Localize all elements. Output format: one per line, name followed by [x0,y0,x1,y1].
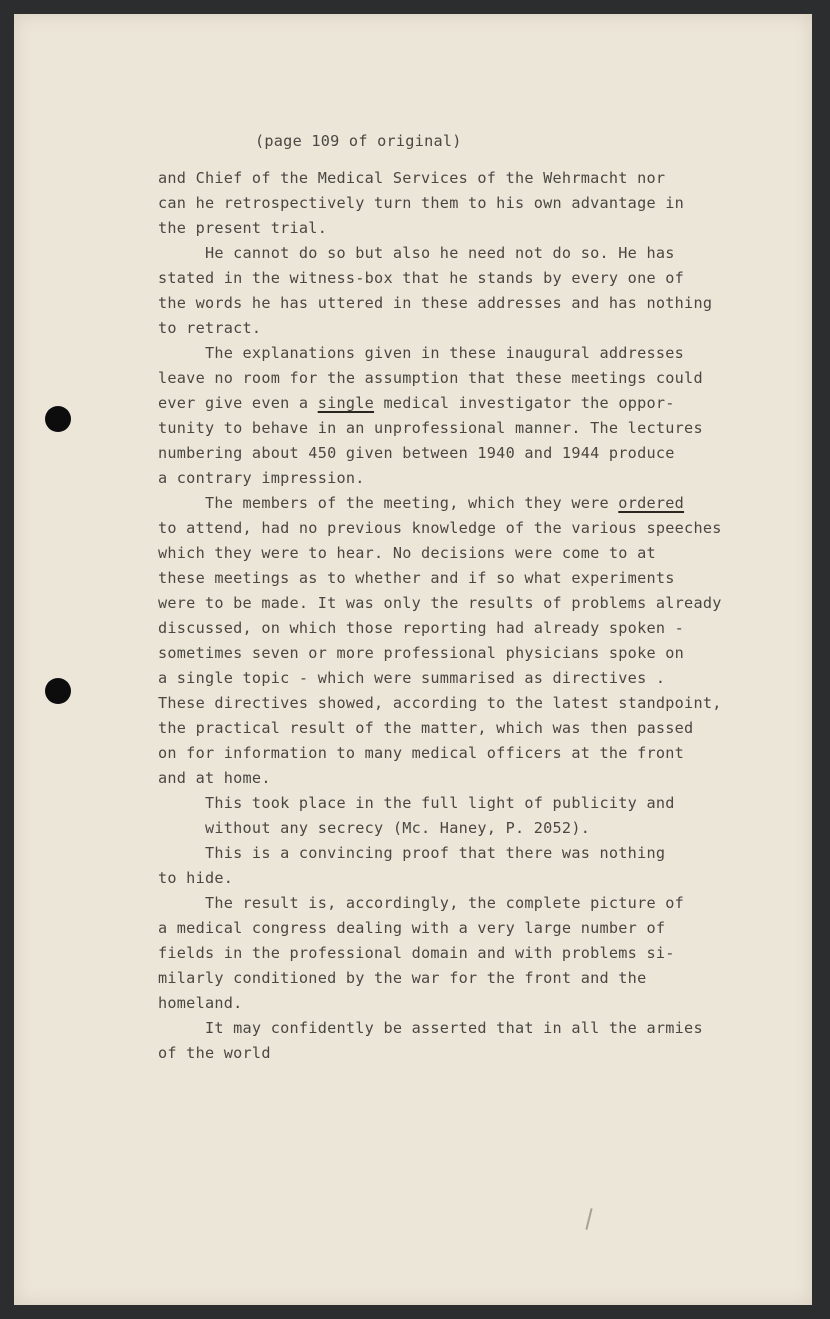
text-line: were to be made. It was only the results of problems already [158,594,722,612]
text-line: This took place in the full light of publicity and [158,794,675,812]
text-line: fields in the professional domain and with problems si- [158,944,675,962]
text-line: The result is, accordingly, the complete picture of [158,894,685,912]
text-line: a contrary impression. [158,469,365,487]
text-line: It may confidently be asserted that in all the armies [158,1019,703,1037]
punch-hole [45,678,71,704]
text-fragment: ever give even a [158,394,318,412]
text-line: These directives showed, according to the latest standpoint, [158,694,722,712]
text-line: of the world [158,1044,271,1062]
text-line: This is a convincing proof that there was nothing [158,844,666,862]
text-line: and at home. [158,769,271,787]
punch-hole [45,406,71,432]
text-line: on for information to many medical officers at the front [158,744,685,762]
text-fragment: medical investigator the oppor- [374,394,675,412]
text-line: discussed, on which those reporting had already spoken - [158,619,685,637]
text-line: a single topic - which were summarised as directives . [158,669,666,687]
text-line: and Chief of the Medical Services of the Wehrmacht nor [158,169,666,187]
text-line: numbering about 450 given between 1940 and 1944 produce [158,444,675,462]
text-line: The explanations given in these inaugural addresses [158,344,685,362]
underlined-word: single [317,394,375,412]
text-line: to hide. [158,869,234,887]
text-line: the practical result of the matter, which was then passed [158,719,694,737]
page-header: (page 109 of original) [255,132,462,150]
text-line: the words he has uttered in these addresses and has nothing [158,294,713,312]
text-line: can he retrospectively turn them to his own advantage in [158,194,685,212]
text-fragment: The members of the meeting, which they were [158,494,619,512]
text-line: He cannot do so but also he need not do so. He has [158,244,675,262]
text-line: to retract. [158,319,262,337]
text-line: the present trial. [158,219,328,237]
text-line: homeland. [158,994,243,1012]
underlined-word: ordered [618,494,685,512]
text-line: stated in the witness-box that he stands by every one of [158,269,685,287]
text-line: tunity to behave in an unprofessional manner. The lectures [158,419,703,437]
text-line: without any secrecy (Mc. Haney, P. 2052). [158,819,591,837]
text-line: these meetings as to whether and if so what experiments [158,569,675,587]
text-line [158,491,788,516]
text-line [158,391,788,416]
text-line: which they were to hear. No decisions were come to at [158,544,656,562]
text-line: a medical congress dealing with a very large number of [158,919,666,937]
text-line: sometimes seven or more professional physicians spoke on [158,644,685,662]
text-line: leave no room for the assumption that these meetings could [158,369,703,387]
text-line: to attend, had no previous knowledge of the various speeches [158,519,722,537]
body-text [158,166,788,1066]
text-line: milarly conditioned by the war for the front and the [158,969,647,987]
